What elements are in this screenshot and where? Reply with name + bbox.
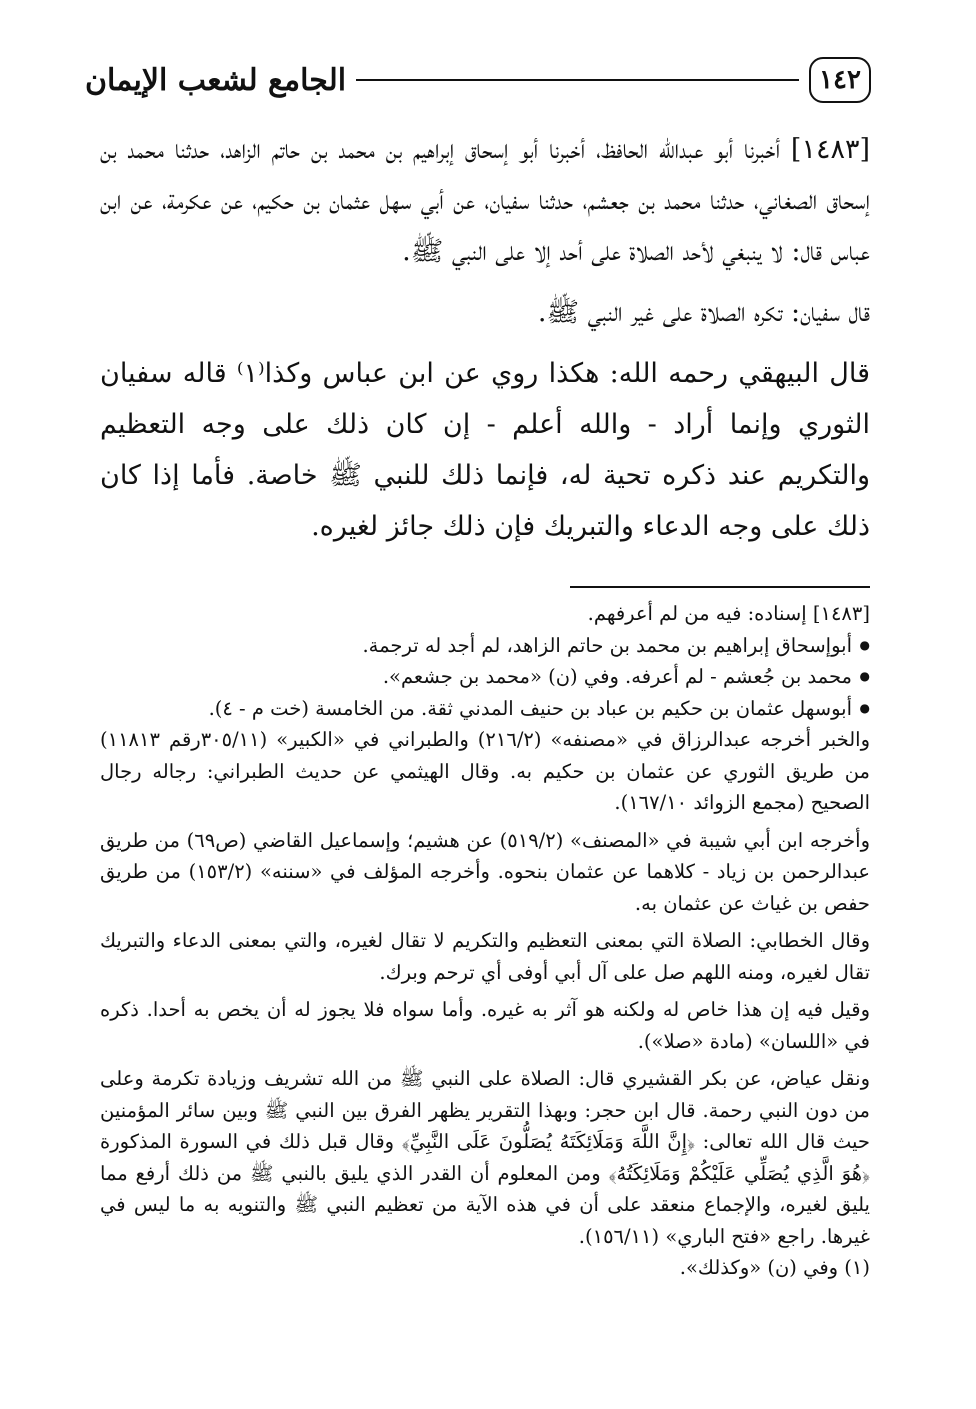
isnad-note: [١٤٨٣] إسناده: فيه من لم أعرفهم.	[587, 602, 870, 625]
header-rule	[356, 79, 799, 81]
iyad-note: ونقل عياض، عن بكر القشيري قال: الصلاة على النبي ﷺ من الله تشريف وزيادة تكرمة وعلى من دون النبي رحمة. قال ابن حجر: وبهذا التقرير يظهر الفرق بين النبي ﷺ وبين سائر المؤمنين حيث قال الله تعالى: ﴿إِنَّ اللَّهَ وَمَلَائِكَتَهُ يُصَلُّونَ عَلَى النَّبِيِّ﴾ وقال قبل ذلك في السورة المذكورة ﴿هُوَ الَّذِي يُصَلِّي عَلَيْكُمْ وَمَلَائِكَتُهُ﴾ ومن المعلوم أن القدر الذي يليق بالنبي ﷺ من ذلك أرفع مما يليق لغيره، والإجماع منعقد على أن في هذه الآية من تعظيم النبي ﷺ والتنويه به ما ليس في غيرها. راجع «فتح الباري» (١٥٦/١١).	[100, 1067, 870, 1248]
khattabi-note: وقال الخطابي: الصلاة التي بمعنى التعظيم والتكريم لا تقال لغيره، والتي بمعنى الدعاء والتبريك تقال لغيره، ومنه اللهم صل على آل أبي أوفى أي ترحم وبرك.	[100, 929, 870, 984]
page-content	[100, 124, 870, 1284]
running-title: الجامع لشعب الإيمان	[85, 62, 347, 98]
qila-note: وقيل فيه إن هذا خاص له ولكنه هو آثر به غيره. وأما سواه فلا يجوز له أن يخص به أحدا. ذكره في «اللسان» (مادة «صلا»).	[100, 998, 870, 1053]
footnote-1: (١) وفي (ن) «وكذلك».	[679, 1256, 870, 1279]
sufyan-paragraph: قال سفيان: تكره الصلاة على غير النبي ﷺ.	[537, 297, 870, 328]
footnotes	[100, 598, 870, 1284]
page-header	[85, 52, 871, 108]
page-number: ١٤٢	[809, 57, 871, 103]
bayhaqi-paragraph: قال البيهقي رحمه الله: هكذا روي عن ابن عباس وكذا⁽١⁾ قاله سفيان الثوري وإنما أراد - والله أعلم - إن كان ذلك على وجه التعظيم والتكريم عند ذكره تحية له، فإنما ذلك للنبي ﷺ خاصة. فأما إذا كان ذلك على وجه الدعاء والتبريك فإن ذلك جائز لغيره.	[100, 358, 870, 542]
narrator-item: ● أبوإسحاق إبراهيم بن محمد بن حاتم الزاهد، لم أجد له ترجمة.	[100, 630, 852, 662]
takhrij-note-2: وأخرجه ابن أبي شيبة في «المصنف» (٥١٩/٢) عن هشيم؛ وإسماعيل القاضي (ص٦٩) من طريق عبدالرحمن بن زياد - كلاهما عن عثمان بنحوه. وأخرجه المؤلف في «سننه» (١٥٣/٢) من طريق حفص بن غياث عن عثمان به.	[100, 828, 870, 915]
narrator-item: ● أبوسهل عثمان بن حكيم بن عباد بن حنيف المدني ثقة. من الخامسة (خت م - ٤).	[100, 693, 852, 725]
footnote-separator	[570, 586, 870, 588]
narrator-list	[100, 630, 870, 725]
main-text	[100, 124, 870, 552]
narrator-item: ● محمد بن جُعشم - لم أعرفه. وفي (ن) «محمد بن جشعم».	[100, 661, 852, 693]
takhrij-note: والخبر أخرجه عبدالرزاق في «مصنفه» (٢١٦/٢) والطبراني في «الكبير» (٣٠٥/١١رقم ١١٨١٣) من طريق الثوري عن عثمان بن حكيم به. وقال الهيثمي عن حديث الطبراني: رجاله رجال الصحيح (مجمع الزوائد ١٦٧/١٠).	[100, 728, 870, 814]
hadith-paragraph: [١٤٨٣] أخبرنا أبو عبدالله الحافظ، أخبرنا أبو إسحاق إبراهيم بن محمد بن حاتم الزاهد، حدثنا محمد بن إسحاق الصغاني، حدثنا محمد بن جعشم، حدثنا سفيان، عن أبي سهل عثمان بن حكيم، عن عكرمة، عن ابن عباس قال: لا ينبغي لأحد الصلاة على أحد إلا على النبي ﷺ.	[100, 134, 870, 267]
